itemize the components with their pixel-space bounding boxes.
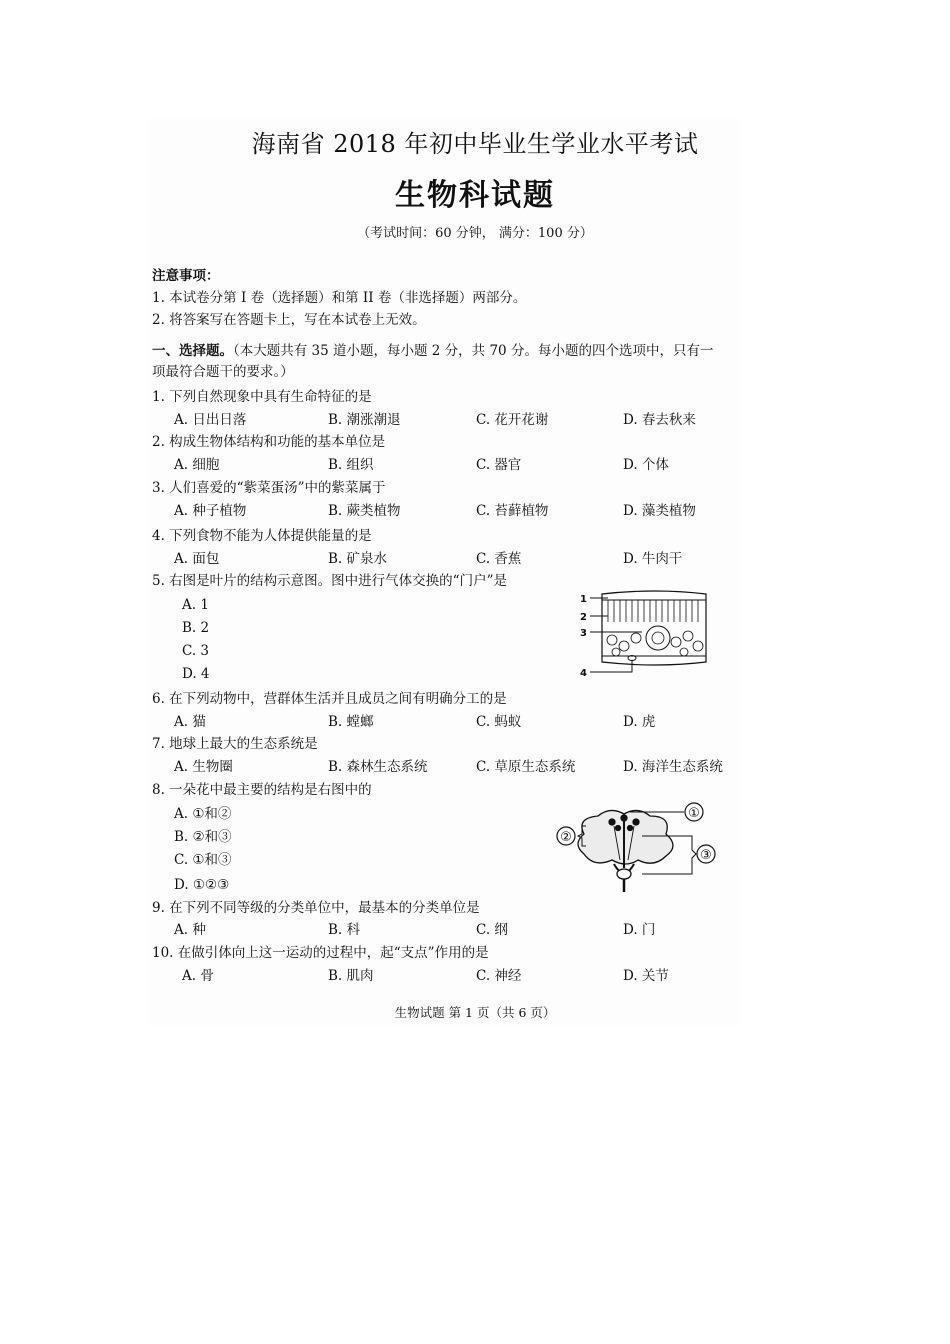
question-10: 10. 在做引体向上这一运动的过程中，起“支点”作用的是 [152,945,489,961]
option: A. 生物圈 [174,759,233,775]
section-instr-1: （本大题共有 35 道小题，每小题 2 分，共 70 分。每小题的四个选项中，只有一 [233,343,714,359]
option: A. 1 [182,597,209,613]
option: A. 细胞 [174,457,220,473]
leaf-label: 1 [580,594,587,605]
option: B. 科 [328,922,361,938]
option: A. 骨 [182,968,214,984]
leaf-label: 3 [580,628,587,639]
option: D. 藻类植物 [623,503,696,519]
flower-label: ② [560,830,572,845]
option: B. 矿泉水 [328,551,388,567]
option: C. 神经 [476,968,522,984]
question-6: 6. 在下列动物中，营群体生活并且成员之间有明确分工的是 [152,691,507,707]
option: D. 4 [182,666,210,682]
option: C. 花开花谢 [476,412,549,428]
option: C. 香蕉 [476,551,522,567]
question-8: 8. 一朵花中最主要的结构是右图中的 [152,782,372,798]
option: B. 肌肉 [328,968,374,984]
question-5: 5. 右图是叶片的结构示意图。图中进行气体交换的“门户”是 [152,573,507,589]
notes-heading: 注意事项： [152,268,220,284]
question-7: 7. 地球上最大的生态系统是 [152,736,318,752]
option: D. 关节 [623,968,669,984]
flower-label: ③ [700,848,712,863]
section-instructions [152,342,713,360]
option: B. 森林生态系统 [328,759,428,775]
question-4: 4. 下列食物不能为人体提供能量的是 [152,528,372,544]
option: D. 海洋生态系统 [623,759,723,775]
option: B. ②和③ [174,829,232,845]
option: B. 2 [182,620,210,636]
option: C. 草原生态系统 [476,759,576,775]
leaf-structure-diagram [576,586,712,682]
option: A. 种子植物 [174,503,247,519]
option: D. 个体 [623,457,669,473]
option: C. 器官 [476,457,522,473]
option: A. 猫 [174,714,206,730]
section-instr-2: 项最符合题干的要求。） [152,364,294,380]
question-2: 2. 构成生物体结构和功能的基本单位是 [152,434,386,450]
option: A. 种 [174,922,206,938]
option: A. ①和② [174,806,232,822]
option: B. 蕨类植物 [328,503,401,519]
option: B. 潮涨潮退 [328,412,401,428]
note-item: 1. 本试卷分第 I 卷（选择题）和第 II 卷（非选择题）两部分。 [152,290,527,306]
flower-label: ① [688,806,700,821]
flower-structure-diagram [554,798,724,896]
option: A. 面包 [174,551,220,567]
option: D. 春去秋来 [623,412,696,428]
option: B. 螳螂 [328,714,374,730]
exam-title: 海南省 2018 年初中毕业生学业水平考试 [251,130,699,158]
leaf-label: 2 [580,612,587,623]
exam-info: （考试时间：60 分钟， 满分：100 分） [357,226,593,241]
option: A. 日出日落 [174,412,247,428]
option: C. 3 [182,643,210,659]
option: D. 牛肉干 [623,551,683,567]
leaf-label: 4 [580,668,587,679]
note-item: 2. 将答案写在答题卡上，写在本试卷上无效。 [152,312,426,328]
option: C. ①和③ [174,852,232,868]
exam-subtitle: 生物科试题 [395,178,555,213]
question-3: 3. 人们喜爱的“紫菜蛋汤”中的紫菜属于 [152,480,386,496]
option: D. ①②③ [174,877,230,893]
option: C. 蚂蚁 [476,714,522,730]
option: C. 苔藓植物 [476,503,549,519]
option: D. 门 [623,922,656,938]
option: B. 组织 [328,457,374,473]
question-9: 9. 在下列不同等级的分类单位中，最基本的分类单位是 [152,900,480,916]
page-footer: 生物试题 第 1 页（共 6 页） [394,1005,556,1020]
option: C. 纲 [476,922,508,938]
question-1: 1. 下列自然现象中具有生命特征的是 [152,389,372,405]
section-heading: 一、选择题。 [152,343,233,359]
option: D. 虎 [623,714,656,730]
